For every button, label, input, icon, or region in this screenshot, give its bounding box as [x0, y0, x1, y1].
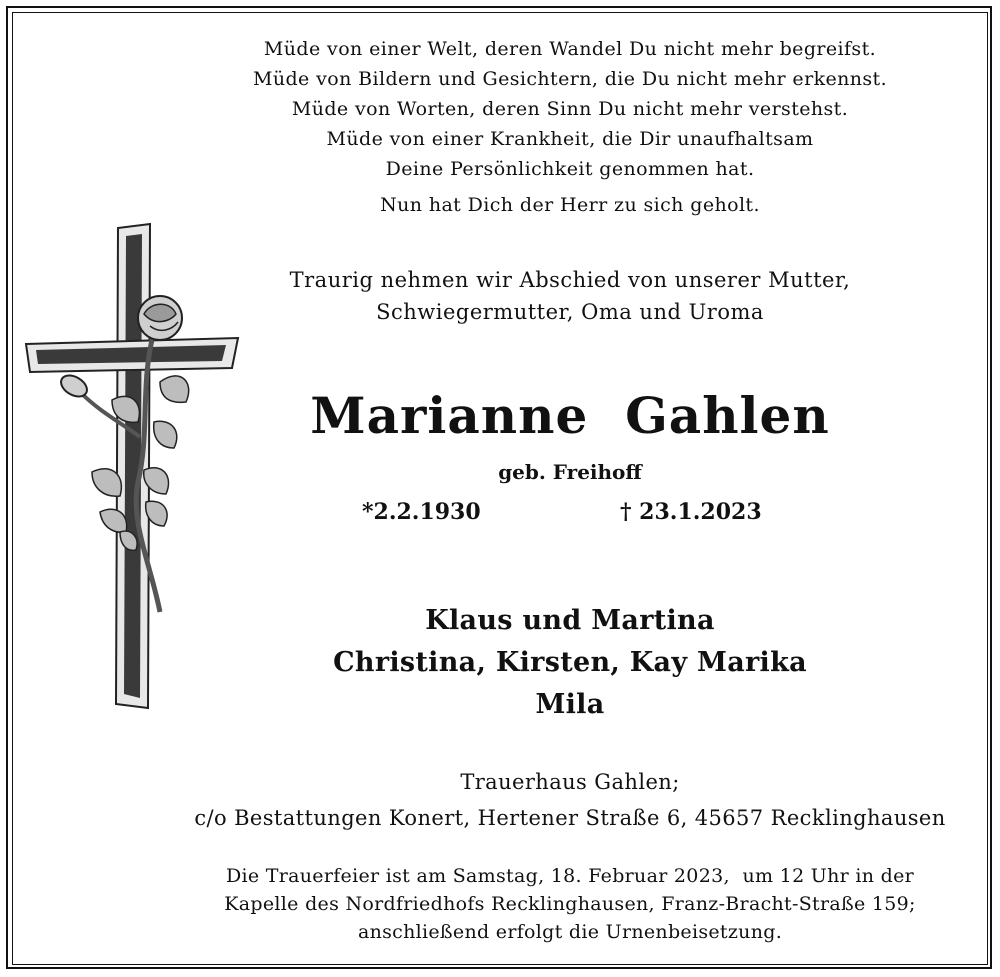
- service-line: anschließend erfolgt die Urnenbeisetzung.: [357, 921, 783, 943]
- poem-line: Müde von einer Welt, deren Wandel Du nicht mehr begreifst.: [263, 38, 877, 60]
- poem: [150, 34, 990, 184]
- poem-line: Müde von Worten, deren Sinn Du nicht mehr verstehst.: [291, 98, 849, 120]
- intro-line: Schwiegermutter, Oma und Uroma: [376, 300, 764, 324]
- poem-line: Müde von einer Krankheit, die Dir unaufhaltsam: [326, 128, 814, 150]
- birth-date: *2.2.1930: [362, 499, 481, 525]
- farewell-intro: [150, 264, 990, 328]
- service-line: Die Trauerfeier ist am Samstag, 18. Februar 2023, um 12 Uhr in der: [225, 865, 915, 887]
- death-date: † 23.1.2023: [620, 499, 762, 525]
- family-line: Christina, Kirsten, Kay Marika: [333, 647, 807, 678]
- service-line: Kapelle des Nordfriedhofs Recklinghausen, Franz-Bracht-Straße 159;: [224, 893, 916, 915]
- funeral-service-info: [150, 862, 990, 946]
- poem-line: Deine Persönlichkeit genommen hat.: [385, 158, 755, 180]
- family-line: Mila: [535, 689, 605, 720]
- family-members: [150, 600, 990, 726]
- intro-line: Traurig nehmen wir Abschied von unserer Mutter,: [289, 268, 851, 292]
- poem-line: Müde von Bildern und Gesichtern, die Du nicht mehr erkennst.: [252, 68, 888, 90]
- maiden-name: geb. Freihoff: [498, 460, 642, 484]
- family-line: Klaus und Martina: [425, 605, 715, 636]
- deceased-name: Marianne Gahlen: [310, 386, 830, 445]
- house-line: Trauerhaus Gahlen;: [460, 770, 680, 794]
- house-line: c/o Bestattungen Konert, Hertener Straße 6, 45657 Recklinghausen: [194, 806, 946, 830]
- mourning-house: [150, 764, 990, 836]
- poem-closing: Nun hat Dich der Herr zu sich geholt.: [380, 194, 760, 216]
